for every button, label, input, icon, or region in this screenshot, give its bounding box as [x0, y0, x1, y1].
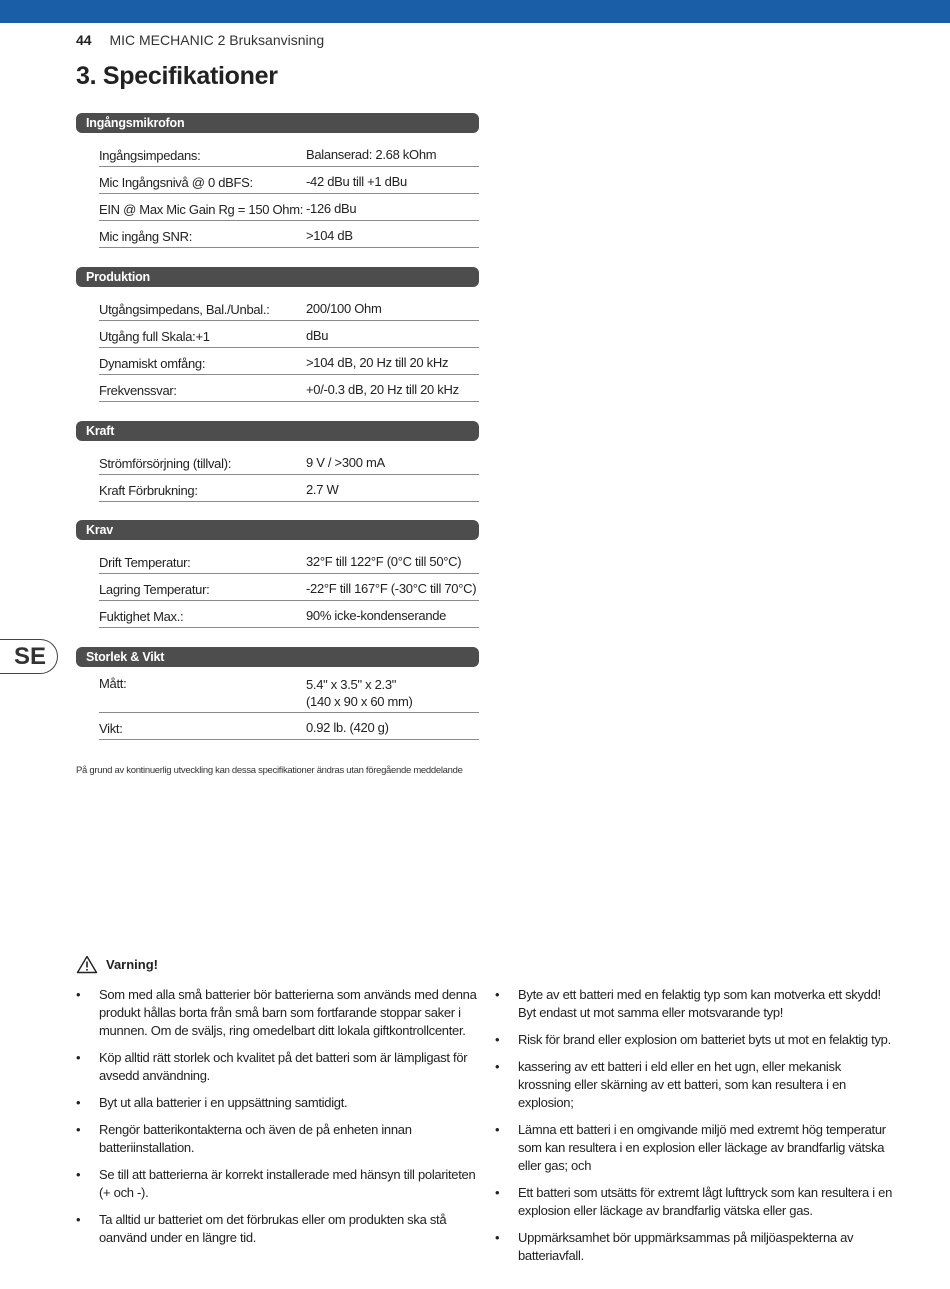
list-item: • Lämna ett batteri i en omgivande miljö med extremt hög temperatur som kan resultera i en explosion eller läckage av brandfarlig vätska eller gas; och	[495, 1121, 895, 1175]
language-tab: SE	[0, 639, 58, 674]
spec-label: Ingångsimpedans:	[99, 148, 201, 163]
spec-section-size-weight	[76, 647, 479, 740]
top-bar	[0, 0, 950, 23]
list-item: • Byte av ett batteri med en felaktig typ som kan motverka ett skydd! Byt endast ut mot samma eller motsvarande typ!	[495, 986, 895, 1022]
section-heading: Ingångsmikrofon	[76, 113, 479, 133]
spec-label: Drift Temperatur:	[99, 555, 191, 570]
spec-label: Utgång full Skala:+1	[99, 329, 210, 344]
list-item: • Köp alltid rätt storlek och kvalitet på det batteri som är lämpligast för avsedd användning.	[76, 1049, 481, 1085]
spec-row	[99, 140, 479, 167]
spec-row	[99, 348, 479, 375]
spec-label: Vikt:	[99, 721, 123, 736]
list-item: • Byt ut alla batterier i en uppsättning samtidigt.	[76, 1094, 481, 1112]
page-title: 3. Specifikationer	[76, 62, 278, 90]
spec-section-input-mic	[76, 113, 479, 248]
spec-label: Utgångsimpedans, Bal./Unbal.:	[99, 302, 270, 317]
spec-label: Kraft Förbrukning:	[99, 483, 198, 498]
spec-section-requirements	[76, 520, 479, 628]
spec-section-output	[76, 267, 479, 402]
list-item: • Uppmärksamhet bör uppmärksammas på miljöaspekterna av batteriavfall.	[495, 1229, 895, 1265]
spec-row	[99, 321, 479, 348]
warning-list-left	[76, 986, 481, 1256]
spec-value: Balanserad: 2.68 kOhm	[306, 147, 437, 162]
spec-value-line: 5.4" x 3.5" x 2.3"	[306, 677, 397, 692]
spec-value	[306, 676, 479, 710]
spec-value: dBu	[306, 328, 329, 343]
spec-label: Mic ingång SNR:	[99, 229, 193, 244]
list-item: • Ta alltid ur batteriet om det förbrukas eller om produkten ska stå oanvänd under en längre tid.	[76, 1211, 481, 1247]
page-number: 44	[76, 32, 92, 48]
warning-title: Varning!	[106, 957, 159, 972]
spec-value: >104 dB, 20 Hz till 20 kHz	[306, 355, 449, 370]
list-item: • Rengör batterikontakterna och även de på enheten innan batteriinstallation.	[76, 1121, 481, 1157]
list-item: • Ett batteri som utsätts för extremt lågt lufttryck som kan resultera i en explosion eller läckage av brandfarlig vätska eller gas.	[495, 1184, 895, 1220]
spec-row	[99, 475, 479, 502]
spec-row	[99, 713, 479, 740]
spec-value: -126 dBu	[306, 201, 357, 216]
spec-value: 0.92 lb. (420 g)	[306, 720, 389, 735]
page-header	[76, 32, 324, 48]
spec-value: >104 dB	[306, 228, 353, 243]
section-heading: Produktion	[76, 267, 479, 287]
spec-row	[99, 221, 479, 248]
spec-row	[99, 294, 479, 321]
spec-value: 9 V / >300 mA	[306, 455, 385, 470]
spec-value: 90% icke-kondenserande	[306, 608, 447, 623]
spec-value: 200/100 Ohm	[306, 301, 382, 316]
section-heading: Storlek & Vikt	[76, 647, 479, 667]
spec-label: Strömförsörjning (tillval):	[99, 456, 232, 471]
warning-heading	[76, 955, 158, 974]
list-item: • kassering av ett batteri i eld eller en het ugn, eller mekanisk krossning eller skärning av ett batteri, som kan resultera i en explosion;	[495, 1058, 895, 1112]
spec-label: EIN @ Max Mic Gain Rg = 150 Ohm:	[99, 202, 304, 217]
spec-label: Dynamiskt omfång:	[99, 356, 206, 371]
spec-row	[99, 547, 479, 574]
warning-triangle-icon	[76, 955, 98, 974]
spec-label: Frekvenssvar:	[99, 383, 177, 398]
spec-value: -42 dBu till +1 dBu	[306, 174, 407, 189]
spec-row	[99, 574, 479, 601]
spec-value: -22°F till 167°F (-30°C till 70°C)	[306, 581, 477, 596]
spec-row	[99, 448, 479, 475]
footnote: På grund av kontinuerlig utveckling kan dessa specifikationer ändras utan föregående meddelande	[76, 765, 463, 776]
section-heading: Krav	[76, 520, 479, 540]
spec-row	[99, 601, 479, 628]
spec-value-line: (140 x 90 x 60 mm)	[306, 694, 413, 709]
list-item: • Risk för brand eller explosion om batteriet byts ut mot en felaktig typ.	[495, 1031, 895, 1049]
warning-list-right	[495, 986, 895, 1274]
spec-label: Mått:	[99, 676, 127, 691]
document-title: MIC MECHANIC 2 Bruksanvisning	[109, 32, 325, 48]
spec-value: 32°F till 122°F (0°C till 50°C)	[306, 554, 462, 569]
list-item: • Se till att batterierna är korrekt installerade med hänsyn till polariteten (+ och -).	[76, 1166, 481, 1202]
spec-row	[99, 167, 479, 194]
spec-row	[99, 674, 479, 713]
spec-label: Fuktighet Max.:	[99, 609, 184, 624]
spec-row	[99, 194, 479, 221]
spec-label: Mic Ingångsnivå @ 0 dBFS:	[99, 175, 253, 190]
spec-row	[99, 375, 479, 402]
spec-value: +0/-0.3 dB, 20 Hz till 20 kHz	[306, 382, 459, 397]
spec-section-power	[76, 421, 479, 502]
spec-label: Lagring Temperatur:	[99, 582, 210, 597]
spec-value: 2.7 W	[306, 482, 339, 497]
list-item: • Som med alla små batterier bör batterierna som används med denna produkt hållas borta från små barn som fortfarande stoppar saker i munnen. Om de sväljs, ring omedelbart ditt lokala giftkontrollcenter.	[76, 986, 481, 1040]
section-heading: Kraft	[76, 421, 479, 441]
